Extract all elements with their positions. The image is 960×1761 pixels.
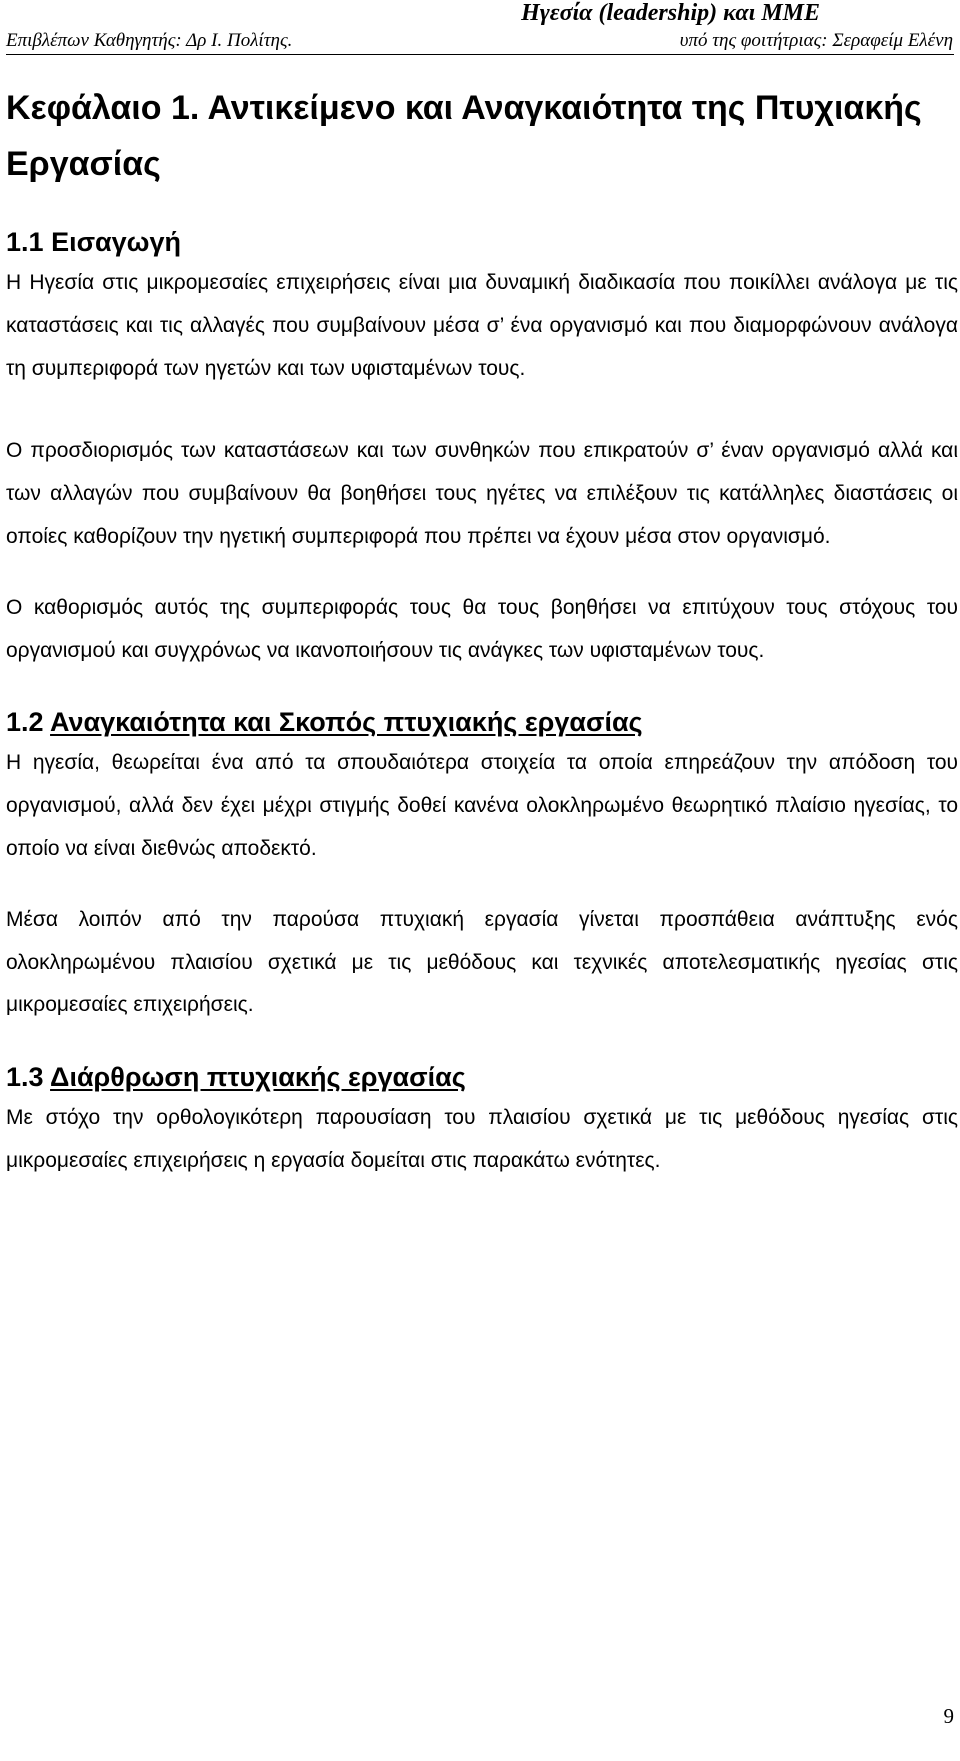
section-heading	[6, 700, 958, 744]
section-heading	[6, 1055, 958, 1099]
section-title-text: Διάρθρωση πτυχιακής εργασίας	[50, 1062, 466, 1093]
section-title-text: Αναγκαιότητα και Σκοπός πτυχιακής εργασίας	[50, 707, 643, 738]
section-number: 1.2	[6, 707, 44, 738]
section-introduction	[6, 220, 958, 672]
section-number: 1.1	[6, 227, 44, 257]
paragraph: Με στόχο την ορθολογικότερη παρουσίαση του πλαισίου σχετικά με τις μεθόδους ηγεσίας στις μικρομεσαίες επιχειρήσεις η εργασία δομείται στις παρακάτω ενότητες.	[6, 1106, 958, 1172]
paragraph: Μέσα λοιπόν από την παρούσα πτυχιακή εργασία γίνεται προσπάθεια ανάπτυξης ενός ολοκληρωμένου πλαισίου σχετικά με τις μεθόδους και τεχνικές αποτελεσματικής ηγεσίας στις μικρομεσαίες επιχειρήσεις.	[6, 907, 958, 1017]
running-header	[6, 0, 954, 56]
page-content	[6, 80, 958, 1183]
paragraph: Η ηγεσία, θεωρείται ένα από τα σπουδαιότερα στοιχεία τα οποία επηρεάζουν την απόδοση του οργανισμού, αλλά δεν έχει μέχρι στιγμής δοθεί κανένα ολοκληρωμένο θεωρητικό πλαίσιο ηγεσίας, το οποίο να είναι διεθνώς αποδεκτό.	[6, 751, 958, 860]
header-student: υπό της φοιτήτριας: Σεραφείμ Ελένη	[679, 30, 953, 51]
header-divider	[6, 54, 954, 55]
section-title-text: Εισαγωγή	[51, 227, 181, 257]
section-structure	[6, 1055, 958, 1183]
header-supervisor: Επιβλέπων Καθηγητής: Δρ Ι. Πολίτης.	[6, 30, 293, 51]
paragraph: Η Ηγεσία στις μικρομεσαίες επιχειρήσεις είναι μια δυναμική διαδικασία που ποικίλλει ανάλογα με τις καταστάσεις και τις αλλαγές που συμβαίνουν μέσα σ’ ένα οργανισμό και που διαμορφώνουν ανάλογα τη συμπεριφορά των ηγετών και των υφισταμένων τους.	[6, 271, 958, 380]
section-heading	[6, 220, 958, 264]
section-necessity-purpose	[6, 700, 958, 1027]
chapter-title: Κεφάλαιο 1. Αντικείμενο και Αναγκαιότητα της Πτυχιακής Εργασίας	[6, 89, 922, 183]
header-title: Ηγεσία (leadership) και ΜΜΕ	[521, 0, 820, 26]
page-number: 9	[943, 1704, 954, 1728]
paragraph: Ο καθορισμός αυτός της συμπεριφοράς τους θα τους βοηθήσει να επιτύχουν τους στόχους του οργανισμού και συγχρόνως να ικανοποιήσουν τις ανάγκες των υφισταμένων τους.	[6, 595, 958, 662]
section-number: 1.3	[6, 1062, 44, 1093]
paragraph: Ο προσδιορισμός των καταστάσεων και των συνθηκών που επικρατούν σ’ έναν οργανισμό αλλά και των αλλαγών που συμβαίνουν θα βοηθήσει τους ηγέτες να επιλέξουν τις κατάλληλες διαστάσεις οι οποίες καθορίζουν την ηγετική συμπεριφορά που πρέπει να έχουν μέσα στον οργανισμό.	[6, 439, 958, 548]
